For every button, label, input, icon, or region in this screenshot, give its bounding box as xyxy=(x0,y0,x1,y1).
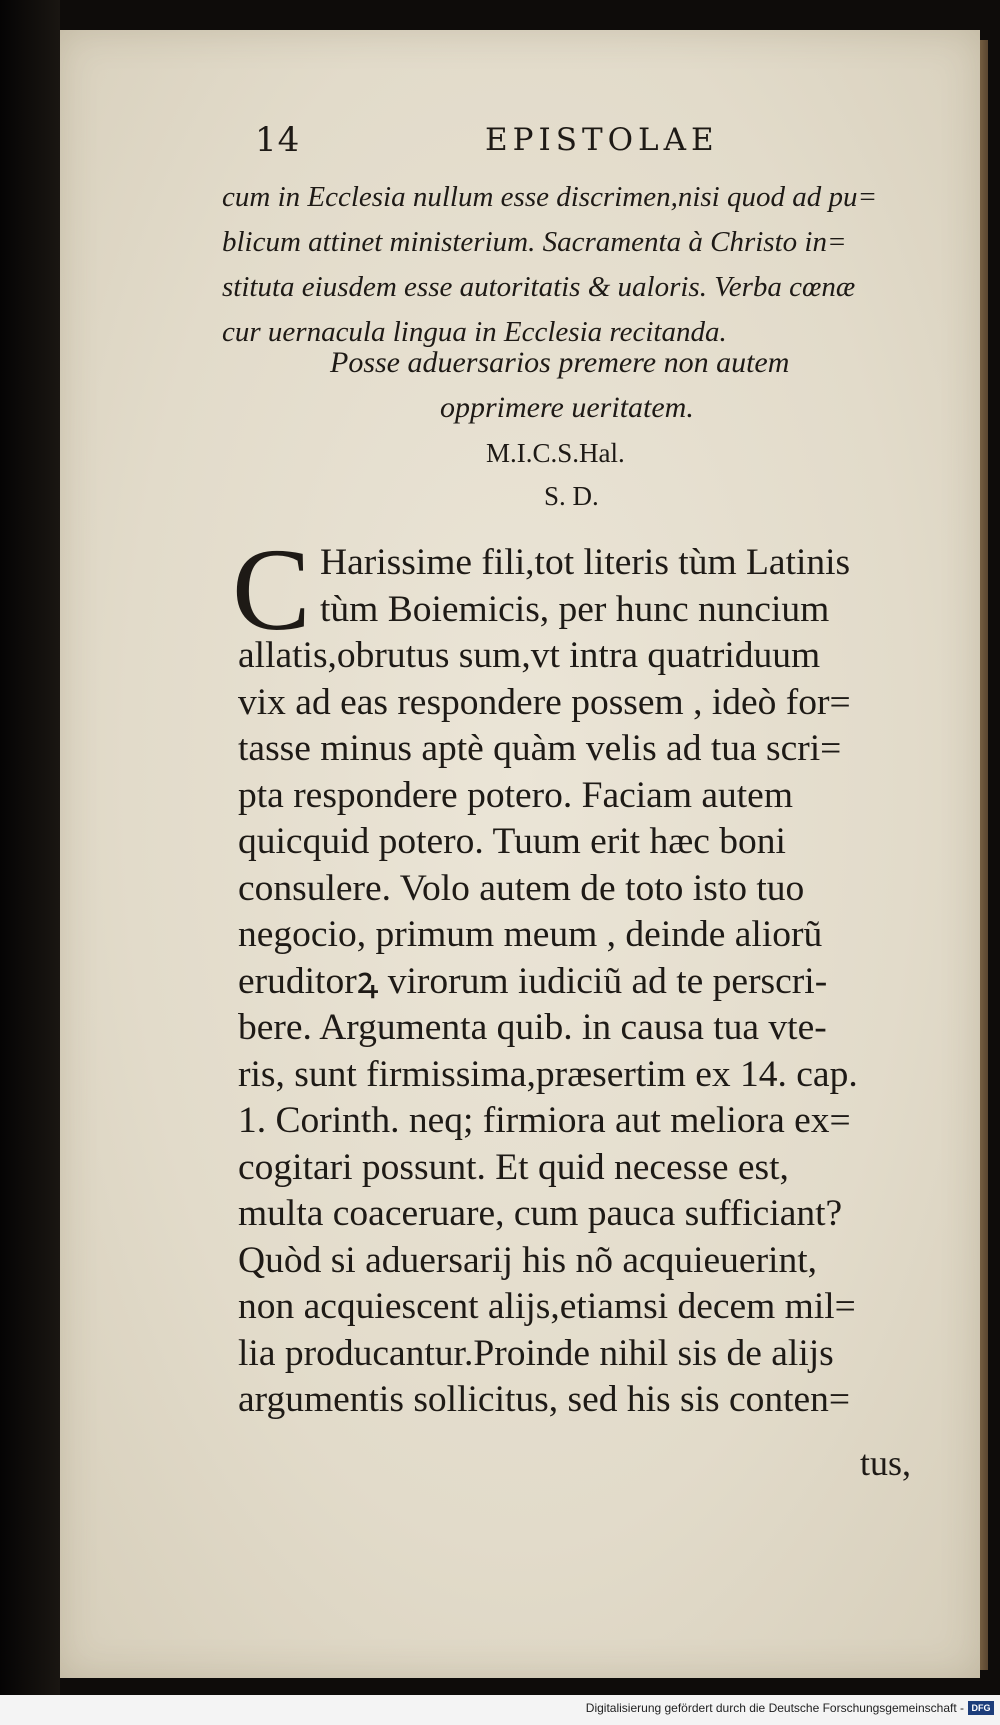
body-line: eruditorꝝ virorum iudiciũ ad te perscri- xyxy=(238,960,828,1002)
motto-line: opprimere ueritatem. xyxy=(440,391,694,424)
page-header xyxy=(255,120,940,164)
body-line: cogitari possunt. Et quid necesse est, xyxy=(238,1146,789,1188)
catchword: tus, xyxy=(860,1443,912,1483)
body-line: 1. Corinth. neq; firmiora aut meliora ex= xyxy=(238,1100,851,1141)
digitization-credit: Digitalisierung gefördert durch die Deutsche Forschungsgemeinschaft - xyxy=(585,1701,964,1715)
body-line: lia producantur.Proinde nihil sis de alijs xyxy=(238,1332,834,1374)
body-line: Harissime fili,tot literis tùm Latinis xyxy=(320,542,851,583)
letter-body xyxy=(238,540,938,1424)
body-line: multa coaceruare, cum pauca sufficiant? xyxy=(238,1193,843,1234)
body-line: allatis,obrutus sum,vt intra quatriduum xyxy=(238,635,821,676)
body-line: non acquiescent alijs,etiamsi decem mil= xyxy=(238,1286,856,1327)
body-line: pta respondere potero. Faciam autem xyxy=(238,774,793,816)
body-line: quicquid potero. Tuum erit hæc boni xyxy=(238,821,786,862)
salutem-dicit: S. D. xyxy=(544,481,599,511)
body-line: tùm Boiemicis, per hunc nuncium xyxy=(320,588,830,630)
body-line: negocio, primum meum , deinde aliorũ xyxy=(238,914,823,955)
salutation xyxy=(486,432,625,518)
dfg-logo: DFG xyxy=(968,1701,994,1715)
author-initials: M.I.C.S.Hal. xyxy=(486,438,625,468)
summary-line: stituta eiusdem esse autoritatis & ualoris. Verba cœnæ xyxy=(222,271,856,303)
summary-line: cum in Ecclesia nullum esse discrimen,nisi quod ad pu= xyxy=(222,181,878,213)
drop-capital: C xyxy=(232,524,311,655)
binding-gutter xyxy=(0,0,60,1695)
body-line: bere. Argumenta quib. in causa tua vte- xyxy=(238,1007,827,1048)
body-line: argumentis sollicitus, sed his sis conten= xyxy=(238,1379,851,1420)
body-line: consulere. Volo autem de toto isto tuo xyxy=(238,867,805,909)
letter-summary xyxy=(222,175,932,355)
page-number: 14 xyxy=(255,120,301,160)
motto xyxy=(0,340,1000,430)
body-line: Quòd si aduersarij his nõ acquieuerint, xyxy=(238,1239,818,1281)
summary-line: cur uernacula lingua in Ecclesia recitanda. xyxy=(222,316,727,348)
body-line: ris, sunt firmissima,præsertim ex 14. cap. xyxy=(238,1053,858,1095)
body-line: tasse minus aptè quàm velis ad tua scri= xyxy=(238,728,842,769)
motto-line: Posse aduersarios premere non autem xyxy=(330,346,790,379)
body-line: vix ad eas respondere possem , ideò for= xyxy=(238,681,851,723)
running-title: EPISTOLAE xyxy=(485,122,719,158)
summary-line: blicum attinet ministerium. Sacramenta à Christo in= xyxy=(222,226,847,258)
